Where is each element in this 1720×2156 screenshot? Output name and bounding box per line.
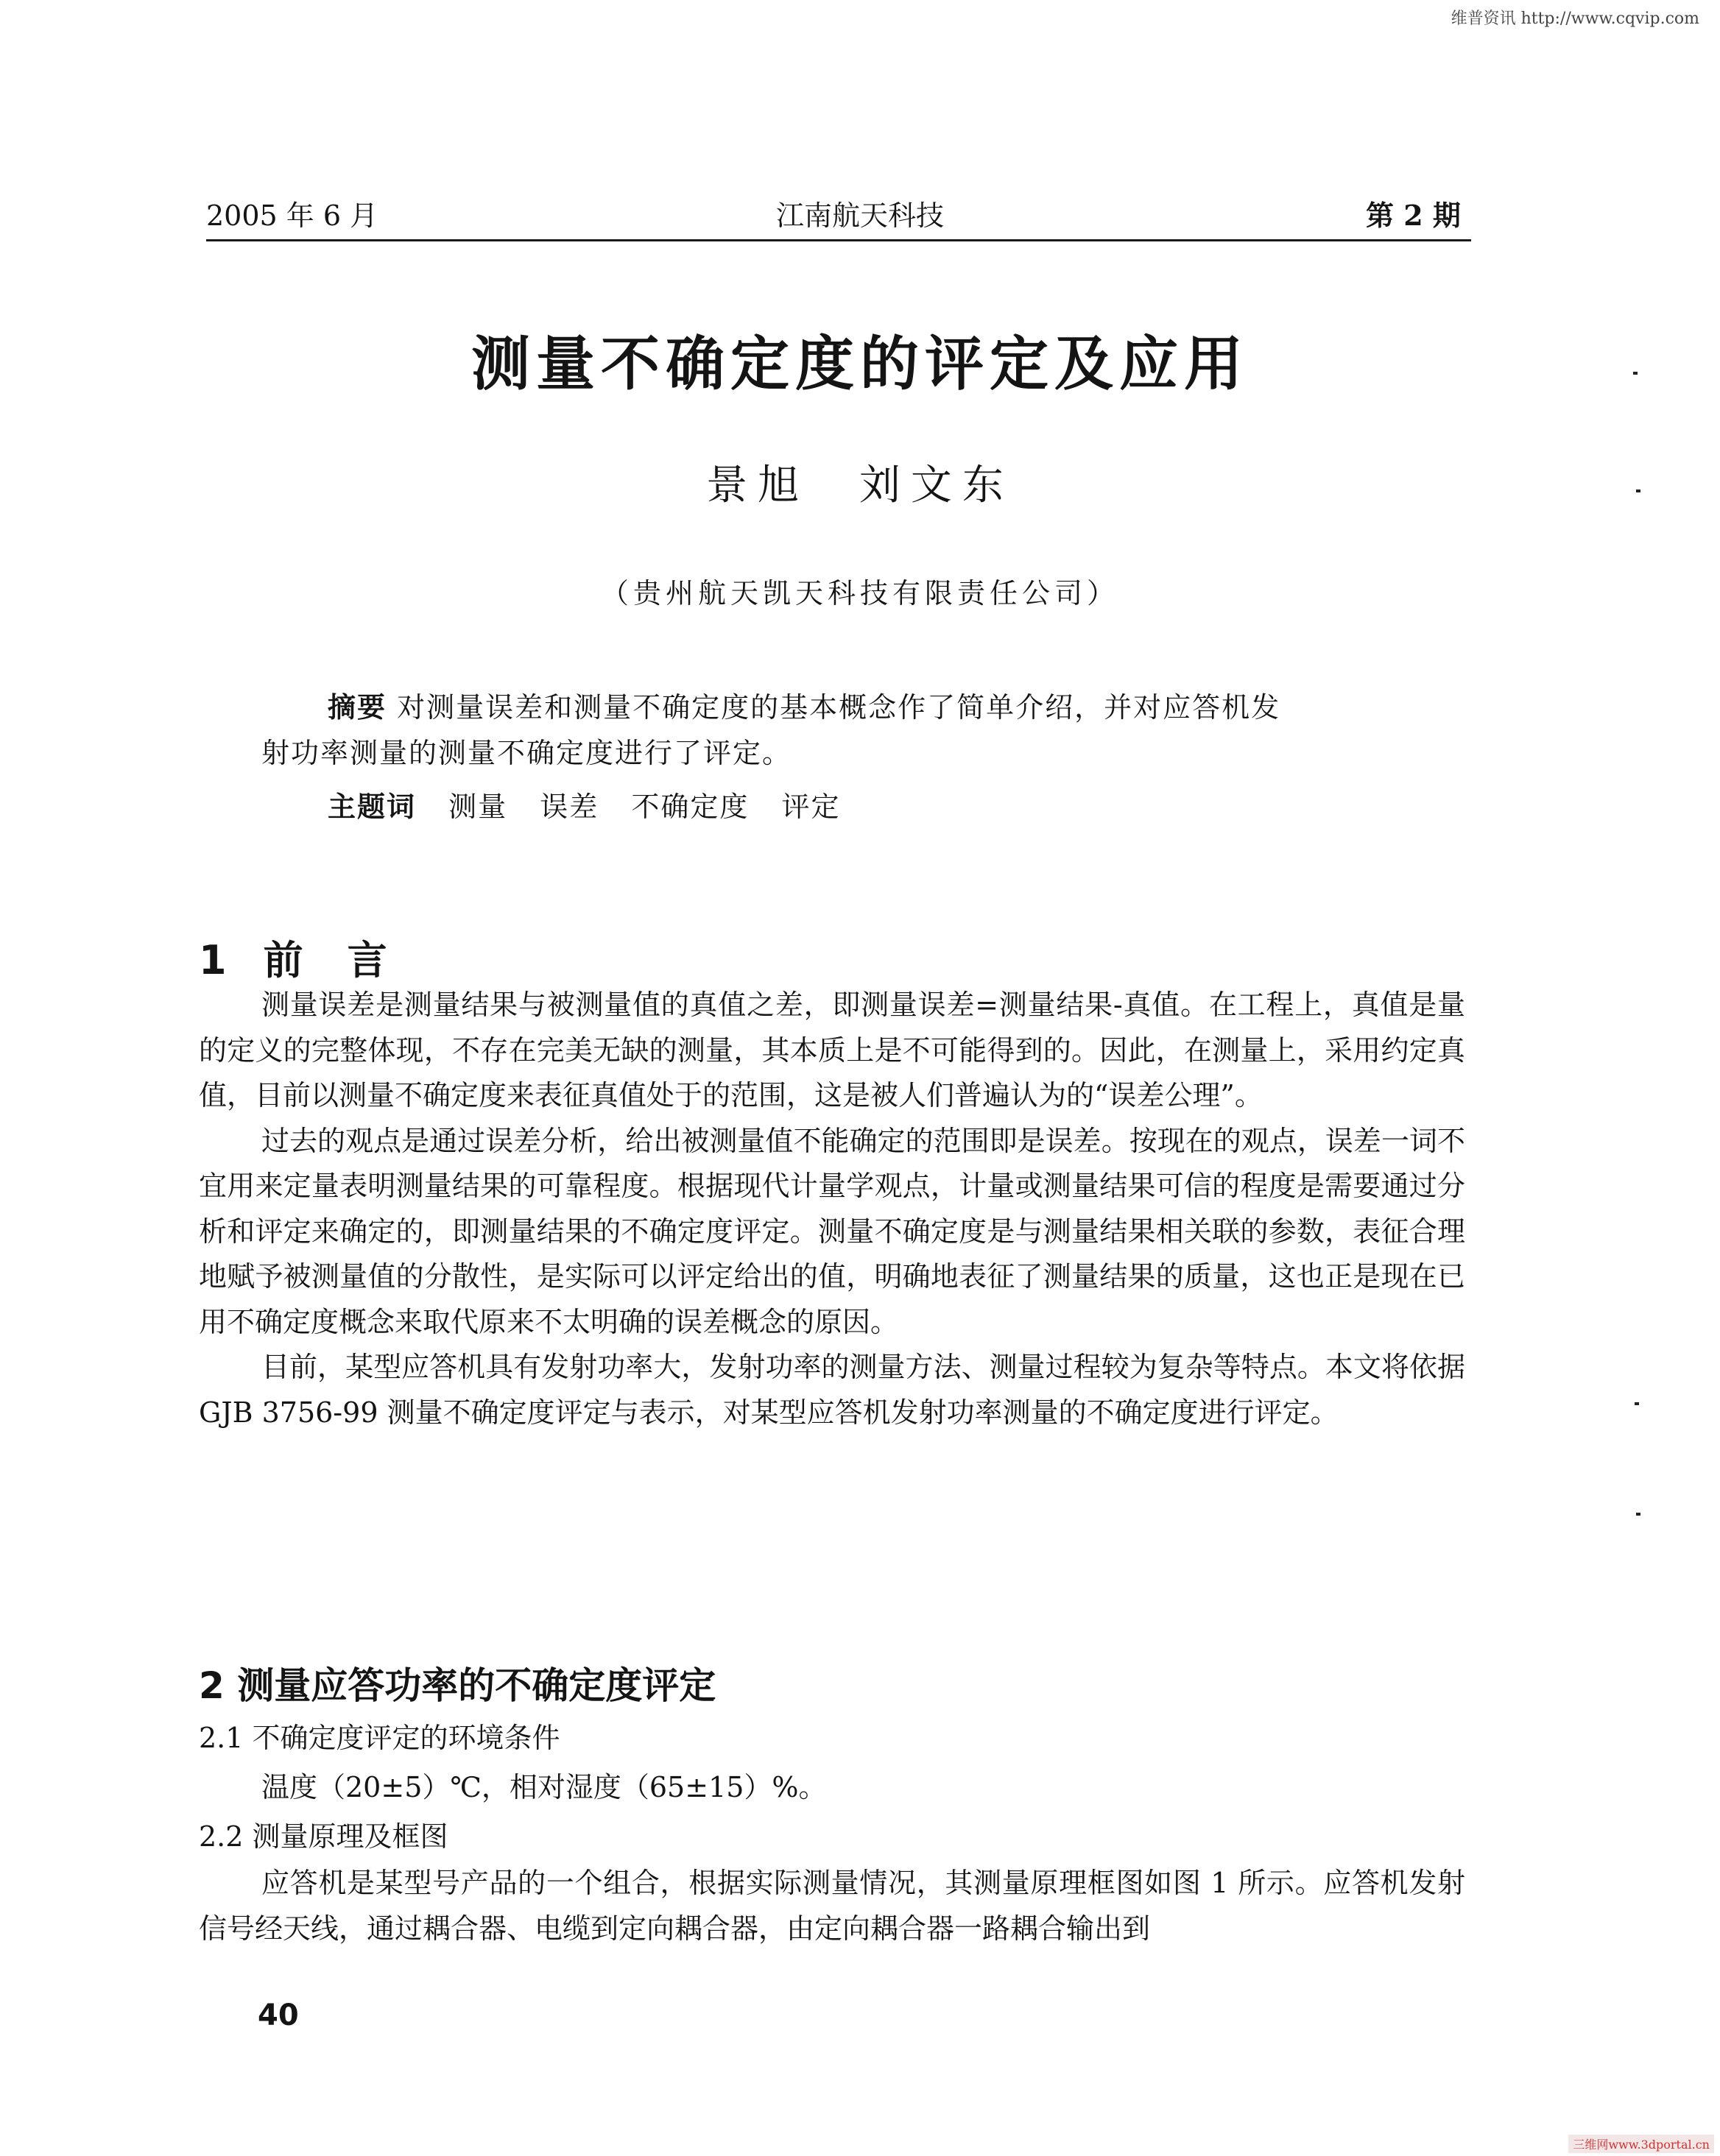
header-rule	[206, 239, 1471, 241]
paragraph: 应答机是某型号产品的一个组合，根据实际测量情况，其测量原理框图如图 1 所示。应答机发射信号经天线，通过耦合器、电缆到定向耦合器，由定向耦合器一路耦合输出到	[199, 1867, 1465, 1945]
abstract	[261, 685, 1410, 776]
header-issue: 第 2 期	[1366, 199, 1461, 232]
keyword: 评定	[781, 791, 841, 823]
scan-speck	[1636, 489, 1640, 492]
subsection-2-1-heading: 2.1 不确定度评定的环境条件	[199, 1722, 560, 1754]
abstract-text-2: 射功率测量的测量不确定度进行了评定。	[261, 737, 792, 769]
section-1-number: 1	[199, 937, 227, 983]
scan-speck	[1636, 1513, 1640, 1516]
keyword: 不确定度	[631, 791, 750, 823]
paragraph: 测量误差是测量结果与被测量值的真值之差，即测量误差=测量结果-真值。在工程上，真值是量的定义的完整体现，不存在完美无缺的测量，其本质上是不可能得到的。因此，在测量上，采用约定真值，目前以测量不确定度来表征真值处于的范围，这是被人们普遍认为的“误差公理”。	[199, 989, 1465, 1111]
section-2-heading: 2 测量应答功率的不确定度评定	[199, 1664, 716, 1707]
scan-speck	[1633, 372, 1638, 375]
header-journal: 江南航天科技	[775, 199, 944, 232]
keywords	[328, 784, 862, 824]
keyword: 测量	[448, 791, 508, 823]
corner-stamp: 三维网www.3dportal.cn	[1568, 2135, 1714, 2153]
abstract-line1	[261, 685, 1410, 730]
subsection-2-2-heading: 2.2 测量原理及框图	[199, 1820, 448, 1853]
keyword: 误差	[540, 791, 599, 823]
keywords-label: 主题词	[328, 791, 417, 823]
subsection-2-2-body	[199, 1861, 1465, 1951]
scan-speck	[1635, 1402, 1639, 1405]
watermark-text: 维普资讯 http://www.cqvip.com	[1451, 10, 1699, 28]
paper-title: 测量不确定度的评定及应用	[471, 330, 1249, 398]
subsection-2-1-text: 温度（20±5）℃，相对湿度（65±15）%。	[261, 1771, 827, 1803]
header-date: 2005 年 6 月	[206, 199, 378, 232]
section-1-body	[199, 983, 1465, 1435]
paragraph: 目前，某型应答机具有发射功率大，发射功率的测量方法、测量过程较为复杂等特点。本文将依据 GJB 3756-99 测量不确定度评定与表示，对某型应答机发射功率测量的不确定度进行评定。	[199, 1351, 1465, 1429]
authors: 景旭 刘文东	[706, 462, 1014, 509]
section-1-title: 前言	[263, 937, 431, 983]
section-1-heading	[199, 929, 431, 986]
abstract-label: 摘要	[328, 691, 387, 724]
paragraph: 过去的观点是通过误差分析，给出被测量值不能确定的范围即是误差。按现在的观点，误差一词不宜用来定量表明测量结果的可靠程度。根据现代计量学观点，计量或测量结果可信的程度是需要通过分析和评定来确定的，即测量结果的不确定度评定。测量不确定度是与测量结果相关联的参数，表征合理地赋予被测量值的分散性，是实际可以评定给出的值，明确地表征了测量结果的质量，这也正是现在已用不确定度概念来取代原来不太明确的误差概念的原因。	[199, 1124, 1465, 1338]
abstract-text-1: 对测量误差和测量不确定度的基本概念作了简单介绍，并对应答机发	[397, 691, 1281, 724]
page-number: 40	[258, 1998, 299, 2032]
affiliation: （贵州航天凯天科技有限责任公司）	[600, 577, 1119, 609]
